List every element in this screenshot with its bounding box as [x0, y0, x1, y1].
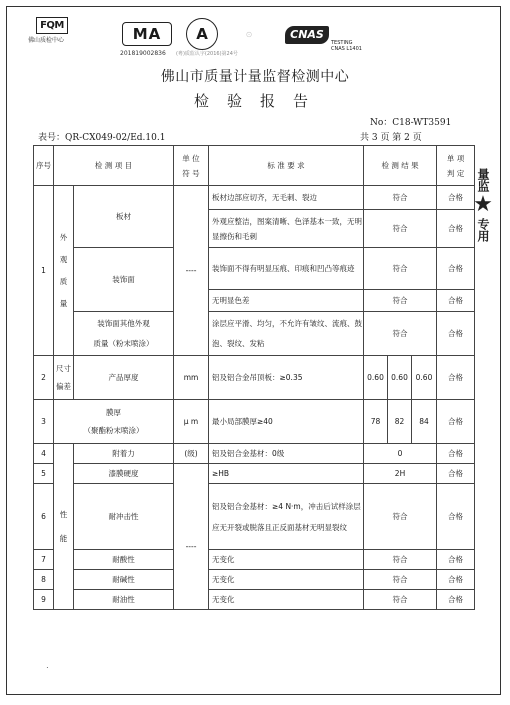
verdict-cell: 合格	[437, 210, 475, 248]
cnas-testing-label: TESTING CNAS L1401	[331, 40, 362, 52]
verdict-cell: 合格	[437, 312, 475, 356]
verdict-cell: 合格	[437, 356, 475, 400]
verdict-cell: 合格	[437, 400, 475, 444]
requirement-cell: 铝及铝合金基材：0级	[209, 444, 364, 464]
header-item: 检 测 项 目	[54, 146, 174, 186]
requirement-cell: 装饰面不得有明显压痕、印痕和凹凸等痕迹	[209, 248, 364, 290]
header-verdict: 单 项 判 定	[437, 146, 475, 186]
verdict-cell: 合格	[437, 590, 475, 610]
seq-cell: 1	[34, 186, 54, 356]
item-alkali: 耐碱性	[74, 570, 174, 590]
cnas-logo: CNAS	[285, 26, 329, 44]
requirement-cell: 无变化	[209, 550, 364, 570]
report-number: No：C18-WT3591	[370, 118, 452, 128]
verdict-cell: 合格	[437, 484, 475, 550]
cal-number: (粤)质监认字(2016)第24号	[176, 51, 238, 57]
requirement-cell: 最小局部膜厚≥40	[209, 400, 364, 444]
faint-seal-logo: ⊙	[245, 30, 253, 39]
group-performance: 性 能	[54, 444, 74, 610]
table-row	[34, 550, 475, 570]
verdict-cell: 合格	[437, 248, 475, 290]
seq-cell: 7	[34, 550, 54, 570]
requirement-cell: 无明显色差	[209, 290, 364, 312]
seq-cell: 3	[34, 400, 54, 444]
item-acid: 耐酸性	[74, 550, 174, 570]
unit-cell: ----	[174, 186, 209, 356]
inspection-table	[33, 145, 475, 610]
footer-mark: ·	[46, 663, 49, 672]
header-unit: 单 位 符 号	[174, 146, 209, 186]
result-cell: 符合	[364, 570, 437, 590]
item-thickness: 产品厚度	[74, 356, 174, 400]
table-row	[34, 312, 475, 356]
unit-cell: (级)	[174, 444, 209, 464]
requirement-cell: 铝及铝合金基材：≥4 N·m，冲击后试样涂层应无开裂或脱落且正反面基材无明显裂纹	[209, 484, 364, 550]
table-row	[34, 590, 475, 610]
result-cell: 78	[364, 400, 388, 444]
verdict-cell: 合格	[437, 186, 475, 210]
item-oil: 耐油性	[74, 590, 174, 610]
table-row	[34, 570, 475, 590]
requirement-cell: 外观应整洁，图案清晰、色泽基本一致，无明显擦伤和毛刺	[209, 210, 364, 248]
unit-cell: mm	[174, 356, 209, 400]
header-requirement: 标 准 要 求	[209, 146, 364, 186]
requirement-cell: 板材边部应切齐，无毛刺、裂边	[209, 186, 364, 210]
seq-cell: 6	[34, 484, 54, 550]
seq-cell: 4	[34, 444, 54, 464]
verdict-cell: 合格	[437, 464, 475, 484]
result-cell: 符合	[364, 590, 437, 610]
form-number: 表号：QR-CX049-02/Ed.10.1	[38, 133, 166, 143]
result-cell: 2H	[364, 464, 437, 484]
seq-cell: 5	[34, 464, 54, 484]
result-cell: 0.60	[412, 356, 437, 400]
result-cell: 符合	[364, 312, 437, 356]
official-stamp	[473, 168, 493, 242]
requirement-cell: ≥HB	[209, 464, 364, 484]
item-decor: 装饰面	[74, 248, 174, 312]
requirement-cell: 无变化	[209, 570, 364, 590]
group-size: 尺寸 偏差	[54, 356, 74, 400]
result-cell: 84	[412, 400, 437, 444]
cma-logo: MA	[122, 22, 172, 46]
item-other-appearance: 装饰面其他外观 质量（粉末喷涂）	[74, 312, 174, 356]
stamp-text-top: 量监	[476, 168, 490, 192]
group-appearance: 外 观 质 量	[54, 186, 74, 356]
cal-logo: A	[186, 18, 218, 50]
verdict-cell: 合格	[437, 444, 475, 464]
table-row	[34, 464, 475, 484]
result-cell: 符合	[364, 210, 437, 248]
organization-name: 佛山市质量计量监督检测中心	[160, 69, 350, 85]
result-cell: 符合	[364, 290, 437, 312]
header-result: 检 测 结 果	[364, 146, 437, 186]
item-board: 板材	[74, 186, 174, 248]
verdict-cell: 合格	[437, 290, 475, 312]
table-row	[34, 356, 475, 400]
seq-cell: 9	[34, 590, 54, 610]
star-icon: ★	[473, 192, 493, 217]
header-seq: 序号	[34, 146, 54, 186]
item-hardness: 漆膜硬度	[74, 464, 174, 484]
table-row	[34, 400, 475, 444]
unit-cell: μ m	[174, 400, 209, 444]
result-cell: 0	[364, 444, 437, 464]
verdict-cell: 合格	[437, 570, 475, 590]
cma-number: 201819002836	[120, 50, 166, 57]
result-cell: 符合	[364, 186, 437, 210]
table-row	[34, 444, 475, 464]
item-impact: 耐冲击性	[74, 484, 174, 550]
result-cell: 82	[388, 400, 412, 444]
item-adhesion: 附着力	[74, 444, 174, 464]
fqm-logo: FQM	[36, 17, 68, 34]
result-cell: 符合	[364, 550, 437, 570]
table-header-row	[34, 146, 475, 186]
requirement-cell: 涂层应平滑、均匀，不允许有皱纹、流痕、鼓泡、裂纹、发粘	[209, 312, 364, 356]
table-row	[34, 248, 475, 290]
table-row	[34, 186, 475, 210]
seq-cell: 2	[34, 356, 54, 400]
page-info: 共 3 页 第 2 页	[360, 133, 422, 143]
requirement-cell: 无变化	[209, 590, 364, 610]
stamp-text-bottom: 专用	[476, 218, 490, 242]
unit-cell: ----	[174, 464, 209, 610]
result-cell: 符合	[364, 484, 437, 550]
result-cell: 符合	[364, 248, 437, 290]
report-title: 检验报告	[193, 92, 326, 110]
seq-cell: 8	[34, 570, 54, 590]
table-row	[34, 484, 475, 550]
verdict-cell: 合格	[437, 550, 475, 570]
item-film: 膜厚 （聚酯粉末喷涂）	[54, 400, 174, 444]
fqm-logo-caption: 佛山质检中心	[28, 37, 65, 44]
result-cell: 0.60	[388, 356, 412, 400]
result-cell: 0.60	[364, 356, 388, 400]
requirement-cell: 铝及铝合金吊顶板：≥0.35	[209, 356, 364, 400]
